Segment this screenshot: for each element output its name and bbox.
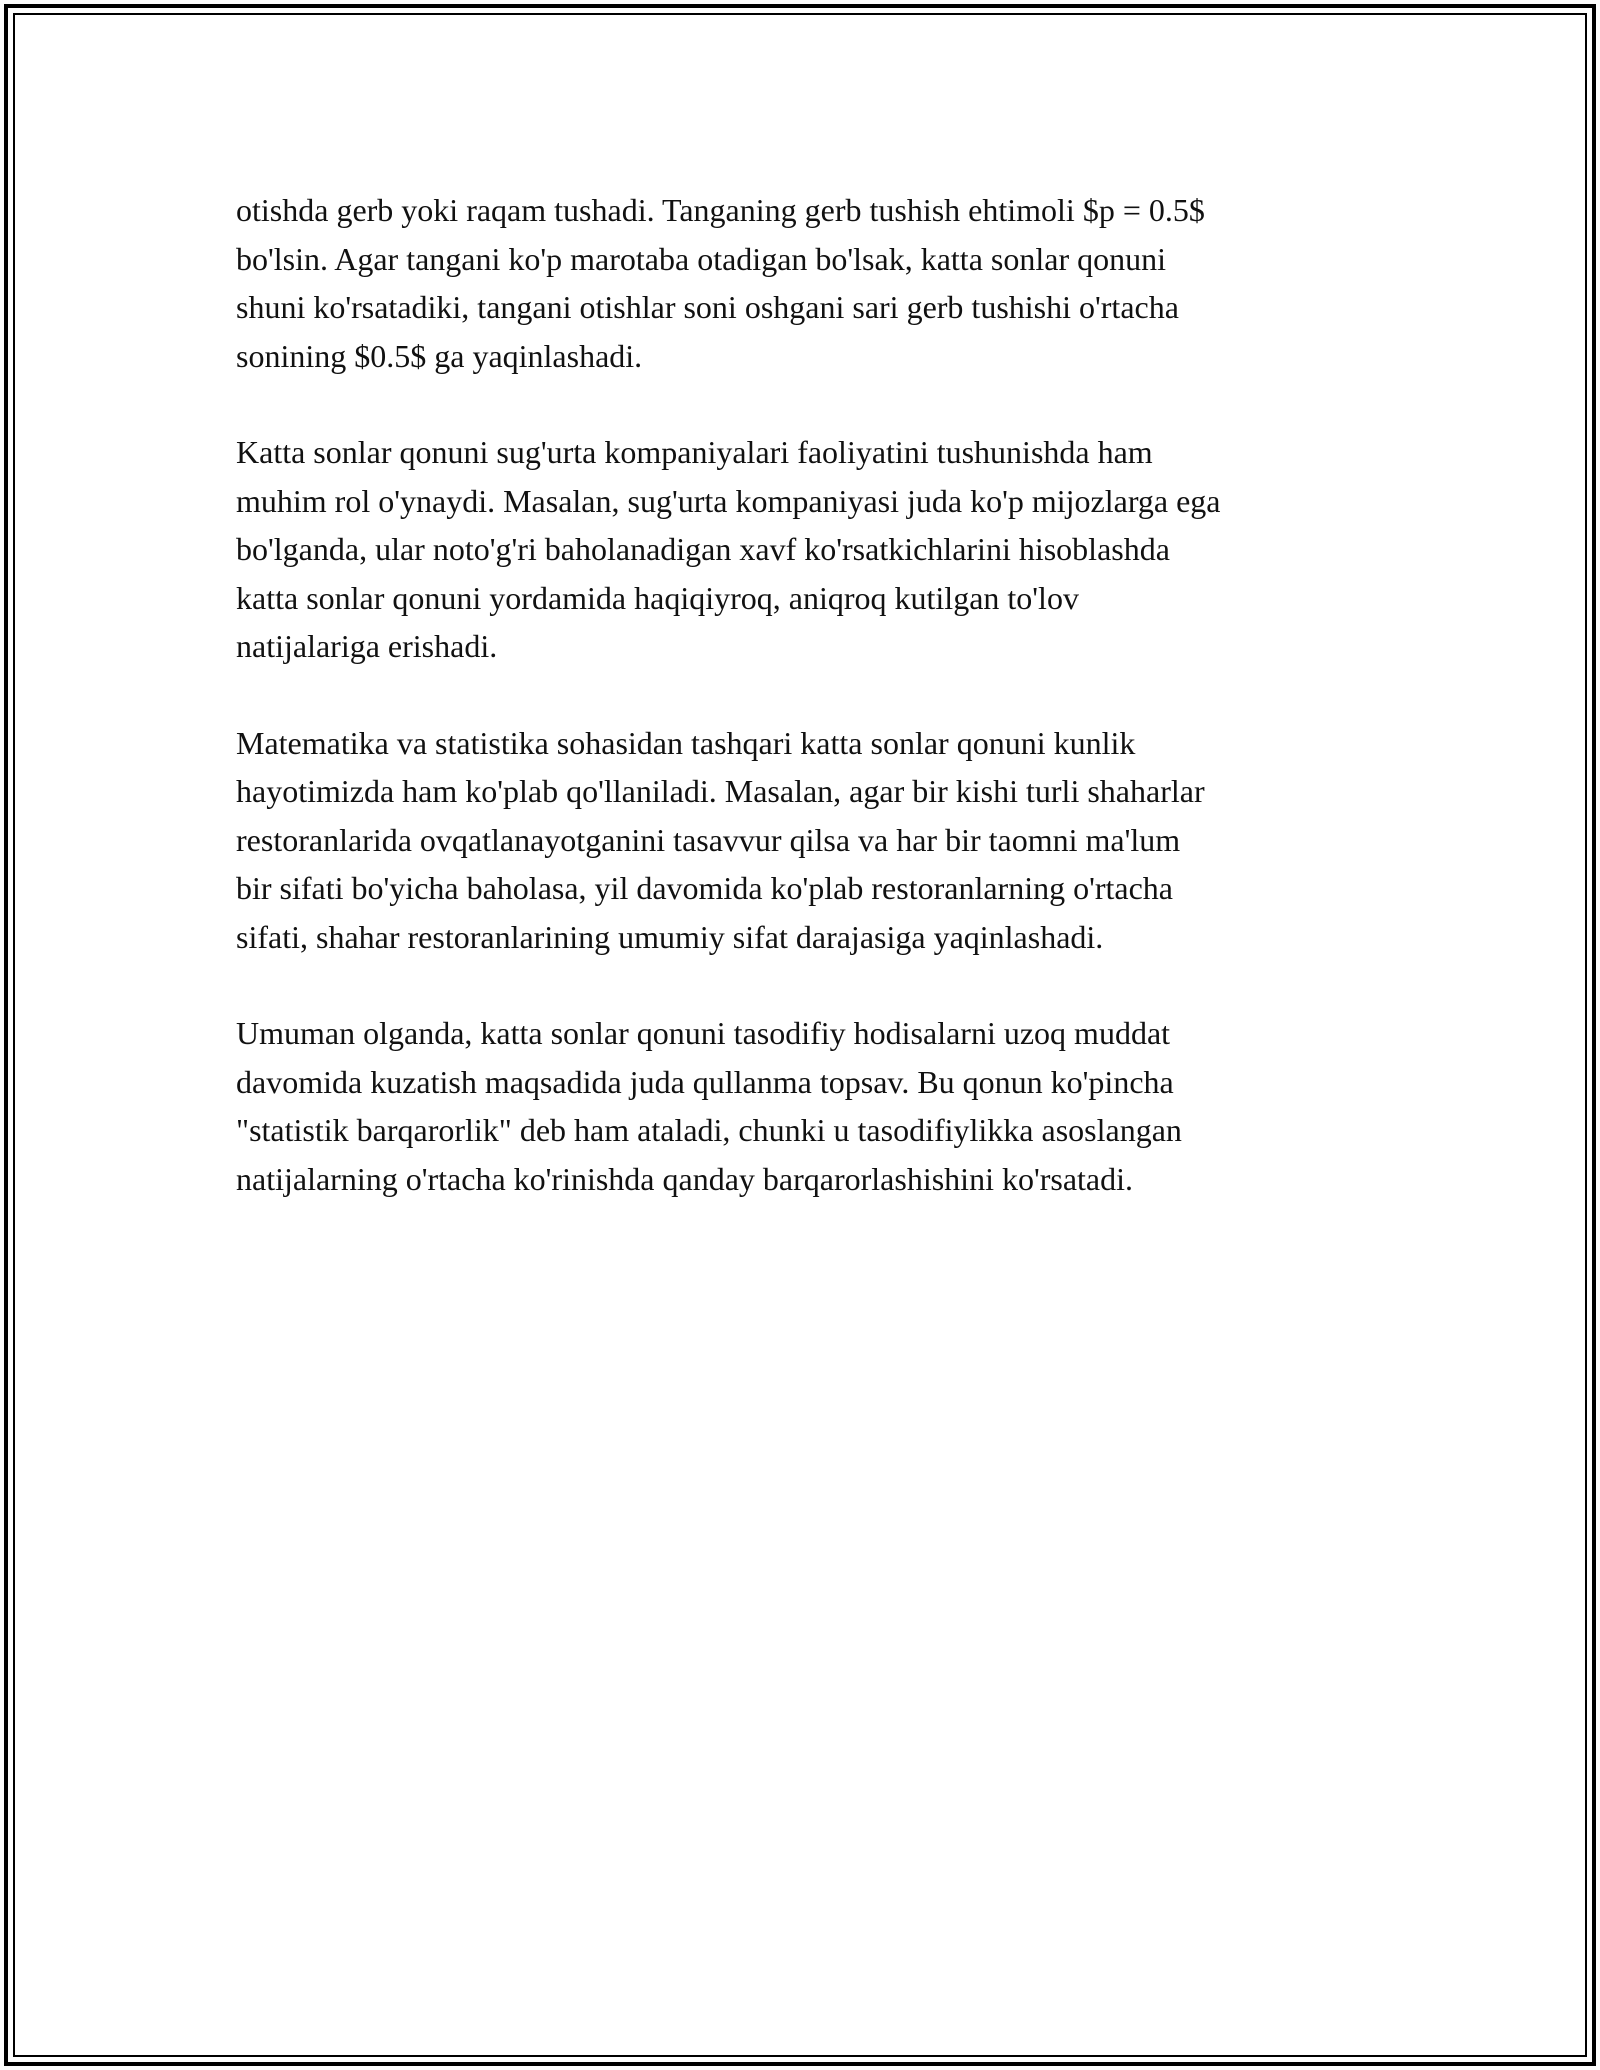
- text-line: restoranlarida ovqatlanayotganini tasavvur qilsa va har bir taomni ma'lum: [236, 821, 1181, 858]
- paragraph-daily-life: [236, 719, 1376, 962]
- text-line: bir sifati bo'yicha baholasa, yil davomida ko'plab restoranlarning o'rtacha: [236, 870, 1173, 906]
- paragraph-insurance: [236, 428, 1376, 671]
- text-line: Katta sonlar qonuni sug'urta kompaniyalari faoliyatini tushunishda ham: [236, 434, 1153, 470]
- text-line: natijalariga erishadi.: [236, 628, 498, 664]
- text-line: shuni ko'rsatadiki, tangani otishlar soni oshgani sari gerb tushishi o'rtacha: [236, 289, 1179, 325]
- paragraph-coin-toss: [236, 186, 1376, 380]
- text-line: katta sonlar qonuni yordamida haqiqiyroq, aniqroq kutilgan to'lov: [236, 579, 1079, 616]
- text-line: sonining $0.5$ ga yaqinlashadi.: [236, 337, 643, 374]
- text-line: Matematika va statistika sohasidan tashqari katta sonlar qonuni kunlik: [236, 724, 1136, 761]
- text-line: otishda gerb yoki raqam tushadi. Tanganing gerb tushish ehtimoli $p = 0.5$: [236, 192, 1205, 228]
- document-body: [236, 186, 1376, 1251]
- text-line: davomida kuzatish maqsadida juda qullanma topsav. Bu qonun ko'pincha: [236, 1063, 1174, 1100]
- text-line: hayotimizda ham ko'plab qo'llaniladi. Masalan, agar bir kishi turli shaharlar: [236, 773, 1205, 809]
- text-line: muhim rol o'ynaydi. Masalan, sug'urta kompaniyasi juda ko'p mijozlarga ega: [236, 482, 1221, 519]
- text-line: sifati, shahar restoranlarining umumiy sifat darajasiga yaqinlashadi.: [236, 918, 1104, 955]
- text-line: bo'lsin. Agar tangani ko'p marotaba otadigan bo'lsak, katta sonlar qonuni: [236, 240, 1166, 277]
- text-line: natijalarning o'rtacha ko'rinishda qanday barqarorlashishini ko'rsatadi.: [236, 1160, 1134, 1197]
- text-line: Umuman olganda, katta sonlar qonuni tasodifiy hodisalarni uzoq muddat: [236, 1015, 1171, 1051]
- paragraph-conclusion: [236, 1009, 1376, 1203]
- text-line: "statistik barqarorlik" deb ham ataladi, chunki u tasodifiylikka asoslangan: [236, 1112, 1182, 1148]
- text-line: bo'lganda, ular noto'g'ri baholanadigan xavf ko'rsatkichlarini hisoblashda: [236, 531, 1170, 567]
